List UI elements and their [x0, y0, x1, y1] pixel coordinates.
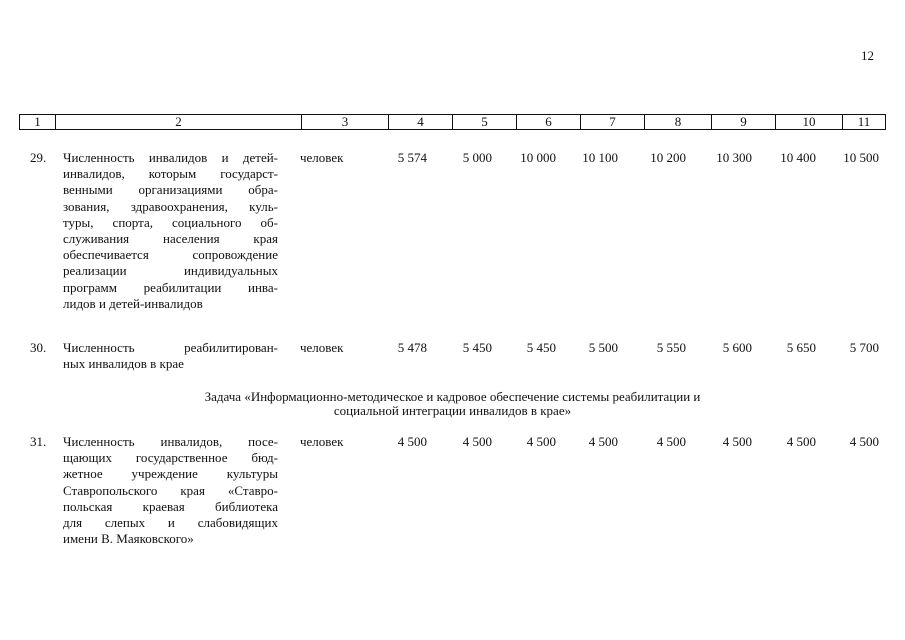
- description-line: инвалидов, которым государст-: [63, 166, 278, 182]
- row-value-col9: 5 600: [722, 340, 752, 355]
- row-value-col10: 5 650: [786, 340, 816, 355]
- row-value-col7: 5 500: [588, 340, 618, 355]
- row-unit: человек: [300, 340, 344, 355]
- row-description: [63, 340, 278, 372]
- row-value-col8: 10 200: [650, 150, 686, 165]
- row-unit: человек: [300, 150, 344, 165]
- description-line: программ реабилитации инва-: [63, 279, 278, 295]
- row-value-col6: 10 000: [520, 150, 556, 165]
- row-value-col5: 5 000: [462, 150, 492, 165]
- description-line: жетное учреждение культуры: [63, 466, 278, 482]
- row-value-col9: 10 300: [716, 150, 752, 165]
- description-line: обеспечивается сопровождение: [63, 247, 278, 263]
- description-line: туры, спорта, социального об-: [63, 214, 278, 230]
- row-unit: человек: [300, 434, 344, 449]
- description-line: Численность инвалидов и детей-: [63, 150, 278, 165]
- column-number-5: 5: [453, 115, 517, 129]
- description-line: Численность инвалидов, посе-: [63, 434, 278, 449]
- row-index: 30.: [30, 340, 47, 355]
- description-line: венными организациями обра-: [63, 182, 278, 198]
- column-number-7: 7: [581, 115, 645, 129]
- row-index: 29.: [30, 150, 47, 165]
- row-description: [63, 150, 278, 312]
- row-value-col10: 10 400: [780, 150, 816, 165]
- column-number-2: 2: [56, 115, 302, 129]
- row-value-col9: 4 500: [722, 434, 752, 449]
- row-value-col11: 4 500: [849, 434, 879, 449]
- description-line: имени В. Маяковского»: [63, 531, 194, 547]
- row-value-col5: 5 450: [462, 340, 492, 355]
- column-number-9: 9: [712, 115, 776, 129]
- row-index: 31.: [30, 434, 47, 449]
- description-line: Численность реабилитирован-: [63, 340, 278, 355]
- row-value-col8: 4 500: [656, 434, 686, 449]
- row-value-col5: 4 500: [462, 434, 492, 449]
- description-line: польская краевая библиотека: [63, 498, 278, 514]
- column-number-11: 11: [857, 114, 871, 129]
- column-number-10: 10: [776, 115, 843, 129]
- description-line: для слепых и слабовидящих: [63, 515, 278, 531]
- row-description: [63, 434, 278, 547]
- row-value-col7: 10 100: [582, 150, 618, 165]
- task-heading-line: Задача «Информационно-методическое и кадровое обеспечение системы реабилитации и: [204, 389, 701, 404]
- row-value-col6: 4 500: [526, 434, 556, 449]
- description-line: реализации индивидуальных: [63, 263, 278, 279]
- row-value-col10: 4 500: [786, 434, 816, 449]
- description-line: лидов и детей-инвалидов: [63, 295, 203, 311]
- description-line: служивания населения края: [63, 231, 278, 247]
- column-number-header: [19, 114, 886, 130]
- column-number-1: 1: [20, 115, 56, 129]
- description-line: Ставропольского края «Ставро-: [63, 482, 278, 498]
- row-value-col4: 4 500: [397, 434, 427, 449]
- row-value-col8: 5 550: [656, 340, 686, 355]
- column-number-3: 3: [302, 115, 389, 129]
- row-value-col4: 5 574: [397, 150, 427, 165]
- column-number-8: 8: [645, 115, 712, 129]
- row-value-col6: 5 450: [526, 340, 556, 355]
- row-value-col7: 4 500: [588, 434, 618, 449]
- description-line: щающих государственное бюд-: [63, 450, 278, 466]
- page-number: 12: [861, 48, 874, 63]
- column-number-6: 6: [517, 115, 581, 129]
- row-value-col11: 10 500: [843, 150, 879, 165]
- row-value-col4: 5 478: [397, 340, 427, 355]
- task-heading-line: социальной интеграции инвалидов в крае»: [333, 403, 572, 418]
- description-line: зования, здравоохранения, куль-: [63, 198, 278, 214]
- row-value-col11: 5 700: [849, 340, 879, 355]
- description-line: ных инвалидов в крае: [63, 356, 184, 372]
- column-number-4: 4: [389, 115, 453, 129]
